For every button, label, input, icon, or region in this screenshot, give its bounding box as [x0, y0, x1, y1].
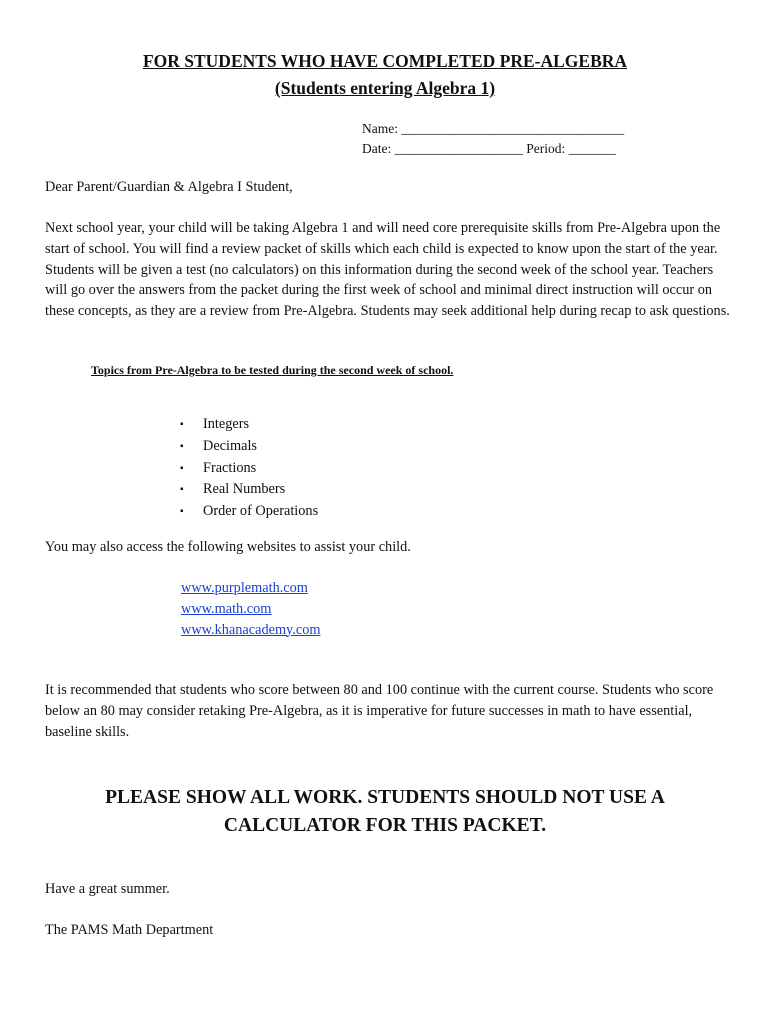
square-bullet-icon: ▪: [180, 484, 184, 496]
square-bullet-icon: ▪: [180, 506, 184, 518]
square-bullet-icon: ▪: [180, 462, 184, 474]
topics-heading: Topics from Pre-Algebra to be tested during the second week of school.: [91, 363, 454, 377]
notice-line-1: PLEASE SHOW ALL WORK. STUDENTS SHOULD NOT USE A: [105, 787, 665, 808]
link-purplemath[interactable]: www.purplemath.com: [181, 580, 308, 596]
notice-line-2: CALCULATOR FOR THIS PACKET.: [223, 815, 547, 836]
list-item: [180, 458, 318, 480]
websites-intro: You may also access the following websites to assist your child.: [45, 539, 411, 555]
intro-paragraph: Next school year, your child will be taking Algebra 1 and will need core prerequisite skills from Pre-Algebra upon the start of school. You will find a review packet of skills which each child is expected to know upon the start of the year. Students will be given a test (no calculators) on this information during the second week of the school year. Teachers will go over the answers from the packet during the first week of school and minimal direct instruction will occur on these concepts, as they are a review from Pre-Algebra. Students may seek additional help during recap to ask questions.: [45, 220, 730, 320]
topic-label: Order of Operations: [203, 503, 319, 520]
greeting: Dear Parent/Guardian & Algebra I Student,: [45, 179, 293, 195]
name-field: Name: _________________________________: [362, 121, 625, 136]
list-item: [180, 479, 318, 501]
closing: Have a great summer.: [45, 881, 170, 897]
list-item: [180, 436, 318, 458]
square-bullet-icon: ▪: [180, 440, 184, 452]
page-title: FOR STUDENTS WHO HAVE COMPLETED PRE-ALGEBRA: [142, 51, 628, 71]
topic-label: Real Numbers: [203, 481, 286, 498]
date-period-field: Date: ___________________ Period: _______: [362, 141, 616, 156]
topics-list: [180, 414, 318, 523]
signature: The PAMS Math Department: [45, 922, 214, 938]
website-links: [181, 578, 320, 640]
topic-label: Fractions: [203, 459, 257, 476]
recommendation-paragraph: It is recommended that students who score between 80 and 100 continue with the current course. Students who score below an 80 may consider retaking Pre-Algebra, as it is imperative for future successes in math to have essential, baseline skills.: [45, 682, 714, 740]
list-item: [180, 501, 318, 523]
topic-label: Decimals: [203, 437, 257, 454]
link-math[interactable]: www.math.com: [181, 600, 272, 617]
page-subtitle: (Students entering Algebra 1): [274, 78, 496, 98]
topic-label: Integers: [203, 416, 250, 432]
square-bullet-icon: ▪: [180, 419, 184, 430]
list-item: [180, 414, 318, 436]
link-khanacademy[interactable]: www.khanacademy.com: [181, 621, 321, 638]
